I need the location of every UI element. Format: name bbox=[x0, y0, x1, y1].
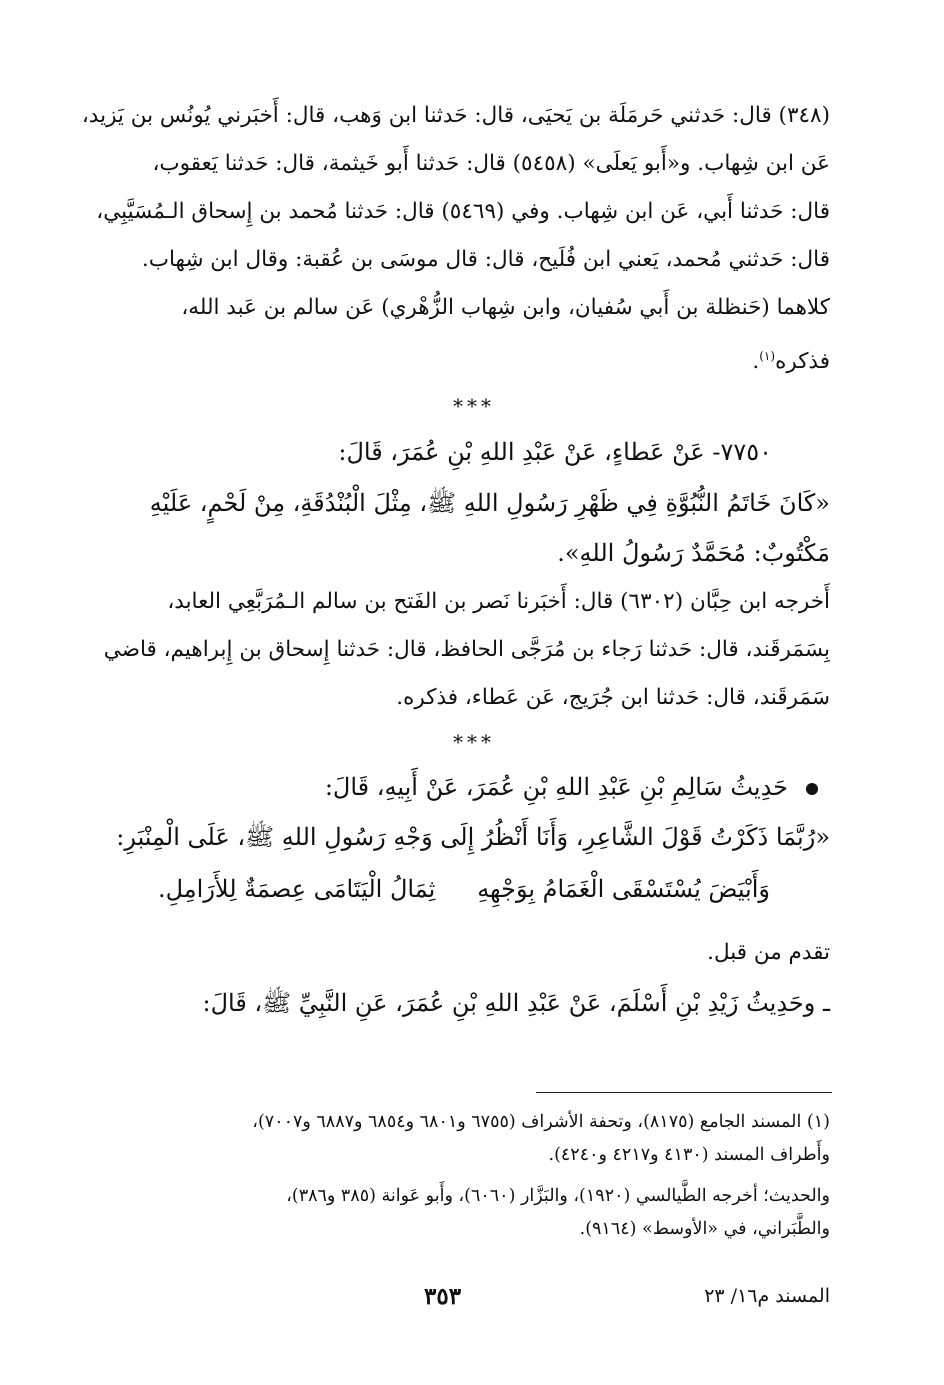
matn-line: «كَانَ خَاتَمُ النُّبُوَّةِ فِي ظَهْرِ رَسُولِ اللهِ ﷺ، مِثْلَ الْبُنْدُقَةِ، مِنْ لَحْمٍ، عَلَيْهِ bbox=[149, 489, 830, 518]
text-line bbox=[118, 332, 830, 386]
footnote-divider bbox=[536, 1092, 832, 1093]
salim-section-heading bbox=[118, 762, 830, 812]
matn-line: مَكْتُوبٌ: مُحَمَّدٌ رَسُولُ اللهِ». bbox=[557, 539, 830, 568]
salim-matn bbox=[118, 812, 830, 862]
section-separator-stars: *** bbox=[453, 394, 495, 419]
page-body bbox=[81, 92, 830, 1026]
salim-heading-text: حَدِيثُ سَالِمِ بْنِ عَبْدِ اللهِ بْنِ عُمَرَ، عَنْ أَبِيهِ، قَالَ: bbox=[324, 773, 788, 802]
fadhakarahu-text: فذكره bbox=[775, 349, 830, 375]
page-number: ٣٥٣ bbox=[424, 1283, 462, 1310]
footnote-line: وأَطراف المسند (٤١٣٠ و٤٢١٧ و٤٢٤٠). bbox=[548, 1145, 830, 1165]
previously-mentioned-note: تقدم من قبل. bbox=[707, 940, 830, 966]
page-footer bbox=[118, 1285, 830, 1325]
text-line: (٣٤٨) قال: حَدثني حَرمَلَة بن يَحيَى، قال: حَدثنا ابن وَهب، قال: أَخبَرني يُونُس بن يَزيد، bbox=[81, 103, 830, 128]
footnote-line: (١) المسند الجامع (٨١٧٥)، وتحفة الأشراف (٦٧٥٥ و٦٨٠١ و٦٨٥٤ و٦٨٨٧ و٧٠٠٧)، bbox=[252, 1112, 830, 1132]
section-separator-stars: *** bbox=[453, 730, 495, 755]
poetry-verse bbox=[118, 862, 830, 916]
hadith-7750-heading: ٧٧٥٠- عَنْ عَطاءٍ، عَنْ عَبْدِ اللهِ بْنِ عُمَرَ، قَالَ: bbox=[338, 438, 772, 467]
footnote-spacer bbox=[118, 1172, 830, 1180]
matn-line: «رُبَّمَا ذَكَرْتُ قَوْلَ الشَّاعِرِ، وَأَنَا أَنْظُرُ إِلَى وَجْهِ رَسُولِ اللهِ ﷺ، عَلَى الْمِنْبَرِ: bbox=[116, 823, 830, 852]
footnote-marker-1[interactable]: (١) bbox=[759, 349, 776, 363]
bullet-icon bbox=[806, 783, 818, 795]
hadith-7750-matn bbox=[118, 478, 830, 578]
end-period: . bbox=[752, 349, 760, 375]
text-line: عَن ابن شِهاب. و«أَبو يَعلَى» (٥٤٥٨) قال: حَدثنا أَبو خَيثمة، قال: حَدثنا يَعقوب، bbox=[152, 151, 830, 176]
text-line: أَخرجه ابن حِبَّان (٦٣٠٢) قال: أَخبَرنا نَصر بن الفَتح بن سالم الـمُرَبَّعِي العابد، bbox=[167, 589, 830, 615]
kilahuma-paragraph bbox=[118, 284, 830, 386]
zaid-hadith-heading: ـ وحَدِيثُ زَيْدِ بْنِ أَسْلَمَ، عَنْ عَبْدِ اللهِ بْنِ عُمَرَ، عَنِ النَّبِيِّ ﷺ، قَالَ: bbox=[202, 989, 830, 1018]
takhrij-paragraph bbox=[103, 578, 830, 722]
footnotes bbox=[118, 1106, 830, 1246]
footnote-line: والحديث؛ أخرجه الطَّيالسي (١٩٢٠)، والبَزَّار (٦٠٦٠)، وأَبو عَوانة (٣٨٥ و٣٨٦)، bbox=[286, 1186, 830, 1206]
text-line: قال: حَدثني مُحمد، يَعني ابن فُلَيح، قال: قال موسَى بن عُقبة: وقال ابن شِهاب. bbox=[141, 247, 830, 272]
footnote-line: والطَّبَراني، في «الأوسط» (٩١٦٤). bbox=[579, 1219, 830, 1239]
text-line: بِسَمَرقَند، قال: حَدثنا رَجاء بن مُرَجَّى الحافظ، قال: حَدثنا إِسحاق بن إِبراهيم، قاضي bbox=[103, 637, 830, 663]
isnad-paragraph-348 bbox=[81, 92, 830, 284]
text-line: قال: حَدثنا أَبي، عَن ابن شِهاب. وفي (٥٤٦٩) قال: حَدثنا مُحمد بن إِسحاق الـمُسَيَّبِي، bbox=[96, 199, 830, 224]
verse-first-hemistich: وَأَبْيَضَ يُسْتَسْقَى الْغَمَامُ بِوَجْهِهِ bbox=[477, 875, 770, 904]
signature-mark: المسند م١٦/ ٢٣ bbox=[704, 1285, 830, 1307]
text-line: سَمَرقَند، قال: حَدثنا ابن جُرَيج، عَن عَطاء، فذكره. bbox=[396, 685, 830, 711]
verse-second-hemistich: ثِمَالُ الْيَتَامَى عِصمَةٌ لِلأَرَامِلِ. bbox=[158, 875, 436, 904]
text-line: كلاهما (حَنظلة بن أَبي سُفيان، وابن شِهاب الزُّهْري) عَن سالم بن عَبد الله، bbox=[181, 295, 830, 320]
